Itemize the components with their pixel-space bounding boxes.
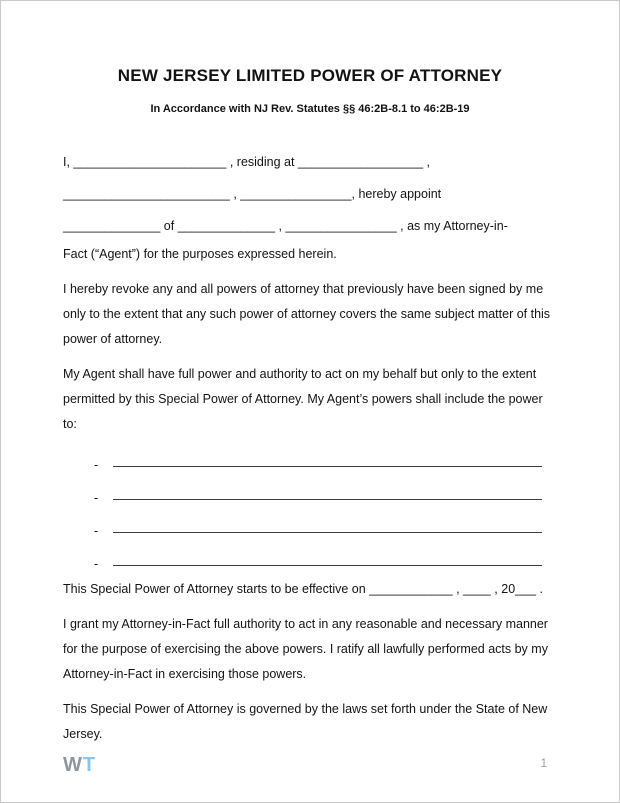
document-subtitle: In Accordance with NJ Rev. Statutes §§ 46:2B-8.1 to 46:2B-19: [150, 103, 470, 115]
intro-line-agent-appointment: ______________ of ______________ , ________________ , as my Attorney-in-: [63, 219, 508, 233]
power-blank-line: [113, 466, 542, 467]
intro-line-principal-name: I, ______________________ , residing at __________________ ,: [63, 155, 431, 169]
wt-logo-t: T: [82, 754, 97, 776]
intro-paragraph: [63, 146, 557, 267]
intro-line-principal-address: ________________________ , ________________, hereby appoint: [63, 187, 442, 201]
powers-blank-list: [63, 439, 557, 571]
revocation-paragraph: I hereby revoke any and all powers of attorney that previously have been signed by me only to the extent that any such power of attorney covers the same subject matter of this power of attorney.: [63, 282, 551, 346]
power-blank-line: [113, 499, 542, 500]
power-blank-row: [63, 538, 557, 571]
grant-paragraph: I grant my Attorney-in-Fact full authority to act in any reasonable and necessary manner for the purpose of exercising the above powers. I ratify all lawfully performed acts by my Attorney-in-Fact in exercising those powers.: [63, 617, 548, 681]
power-blank-line: [113, 532, 542, 533]
powers-intro-paragraph: My Agent shall have full power and authority to act on my behalf but only to the extent permitted by this Special Power of Attorney. My Agent’s powers shall include the power to:: [63, 367, 543, 431]
power-blank-row: [63, 439, 557, 472]
power-blank-row: [63, 505, 557, 538]
wt-logo-w: W: [63, 754, 83, 776]
wt-logo: [63, 754, 96, 776]
page-number: 1: [540, 758, 547, 770]
dash-bullet: -: [94, 557, 99, 571]
intro-line-agent-purpose: Fact (“Agent”) for the purposes expressed herein.: [63, 247, 337, 261]
dash-bullet: -: [94, 491, 99, 505]
document-content: [1, 1, 619, 747]
effective-date-line: This Special Power of Attorney starts to be effective on ____________ , ____ , 20___ .: [63, 582, 543, 596]
governing-law-paragraph: This Special Power of Attorney is governed by the laws set forth under the State of New Jersey.: [63, 702, 548, 741]
power-blank-row: [63, 472, 557, 505]
dash-bullet: -: [94, 458, 99, 472]
power-blank-line: [113, 565, 542, 566]
document-title: NEW JERSEY LIMITED POWER OF ATTORNEY: [117, 66, 503, 85]
dash-bullet: -: [94, 524, 99, 538]
